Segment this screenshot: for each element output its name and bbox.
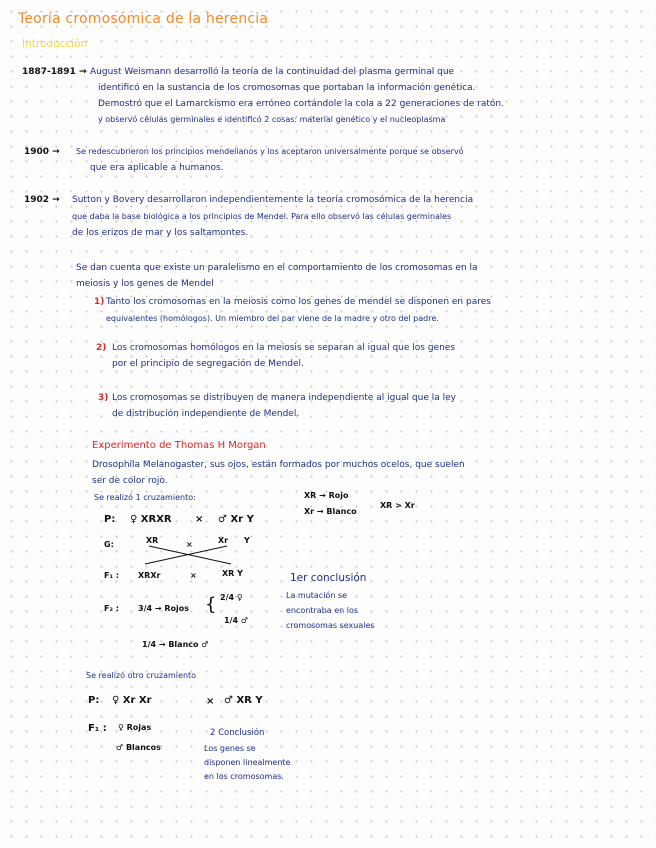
conclusion2-line: disponen linealmente [204, 758, 291, 767]
conclusion2-line: en los cromosomas. [204, 772, 284, 781]
f2-white: 1/4 → Blanco ♂ [142, 640, 209, 649]
f2-label: F₂ : [104, 604, 119, 613]
legend-red: XR → Rojo [304, 491, 349, 500]
brace-icon: { [205, 594, 217, 615]
date-1887: 1887-1891 → [22, 67, 87, 77]
f2-red-split: 1/4 ♂ [224, 616, 249, 625]
text-line: Los cromosomas se distribuyen de manera independiente al igual que la ley [112, 393, 456, 403]
gamete-times: × [186, 540, 193, 549]
f2-red-split: 2/4 ♀ [220, 593, 243, 602]
text-line: por el principio de segregación de Mendel. [112, 359, 304, 369]
p-male: ♂ Xr Y [218, 514, 254, 525]
f2-red: 3/4 → Rojos [138, 604, 189, 613]
text-line: Se dan cuenta que existe un paralelismo en el comportamiento de los cromosomas en la [76, 263, 478, 273]
cross1-label: Se realizó 1 cruzamiento: [94, 493, 196, 502]
conclusion2-line: Los genes se [204, 744, 256, 753]
conclusion1-title: 1er conclusión [290, 572, 367, 584]
page-title: Teoría cromosómica de la herencia [18, 11, 269, 27]
p2-label: P: [88, 695, 100, 706]
cross2-label: Se realizó otro cruzamiento [86, 671, 197, 680]
point-number: 3) [98, 393, 109, 403]
f1-item: XRXr [138, 571, 161, 580]
conclusion1-line: cromosomas sexuales [286, 621, 375, 630]
f1-label: F₁ : [104, 571, 119, 580]
point-number: 2) [96, 343, 107, 353]
point-number: 1) [94, 297, 105, 307]
text-line: Tanto los cromosomas en la meiosis como los genes de mendel se disponen en pares [106, 297, 491, 307]
text-line: y observó células germinales e identificó 2 cosas: material genético y el nucleoplasma [98, 115, 446, 124]
p2-female: ♀ Xr Xr [112, 695, 152, 706]
text-line: de los erizos de mar y los saltamontes. [72, 228, 249, 238]
p2-male: ♂ XR Y [224, 695, 263, 706]
gamete: XR [146, 536, 159, 545]
date-1902: 1902 → [24, 195, 60, 205]
text-line: ser de color rojo. [92, 476, 168, 486]
morgan-heading: Experimento de Thomas H Morgan [92, 440, 266, 451]
f1-2-item: ♀ Rojas [118, 723, 152, 732]
text-line: Se redescubrieron los principios mendelianos y los aceptaron universalmente porque se observó [76, 147, 464, 156]
f1-2-label: F₁ : [88, 723, 107, 734]
p-female: ♀ XRXR [130, 514, 172, 525]
text-line: que daba la base biológica a los principios de Mendel. Para ello observó las células germinales [72, 212, 452, 221]
conclusion2-title: 2 Conclusión [210, 728, 265, 738]
legend-dominance: XR > Xr [380, 501, 415, 510]
date-1900: 1900 → [24, 147, 60, 157]
text-line: que era aplicable a humanos. [90, 163, 224, 173]
text-line: Los cromosomas homólogos en la meiosis se separan al igual que los genes [112, 343, 456, 353]
f1-2-item: ♂ Blancos [116, 743, 161, 752]
f1-item: XR Y [222, 569, 243, 578]
text-line: Drosophila Melanogaster, sus ojos, están formados por muchos ocelos, que suelen [92, 460, 465, 470]
text-line: equivalentes (homólogos). Un miembro del par viene de la madre y otro del padre. [106, 314, 439, 323]
gamete: Xr [218, 536, 229, 545]
g-label: G: [104, 540, 114, 549]
cross-lines [135, 540, 245, 568]
conclusion1-line: encontraba en los [286, 606, 359, 615]
text-line: Demostró que el Lamarckismo era erróneo cortándole la cola a 22 generaciones de ratón. [98, 99, 504, 109]
text-line: de distribución independiente de Mendel. [112, 409, 300, 419]
p-label: P: [104, 514, 116, 525]
legend-white: Xr → Blanco [304, 507, 357, 516]
text-line: August Weismann desarrolló la teoría de la continuidad del plasma germinal que [90, 67, 455, 77]
f1-times: × [190, 571, 197, 580]
conclusion1-line: La mutación se [286, 591, 348, 600]
text-line: Sutton y Bovery desarrollaron independientemente la teoría cromosómica de la herencia [72, 195, 474, 205]
p-times: × [195, 514, 204, 525]
gamete: Y [244, 536, 250, 545]
p2-times: × [206, 696, 215, 707]
section-subtitle: Introducción [22, 38, 88, 50]
text-line: meiosis y los genes de Mendel [76, 279, 214, 289]
text-line: identificó en la sustancia de los cromosomas que portaban la información genética. [98, 83, 476, 93]
